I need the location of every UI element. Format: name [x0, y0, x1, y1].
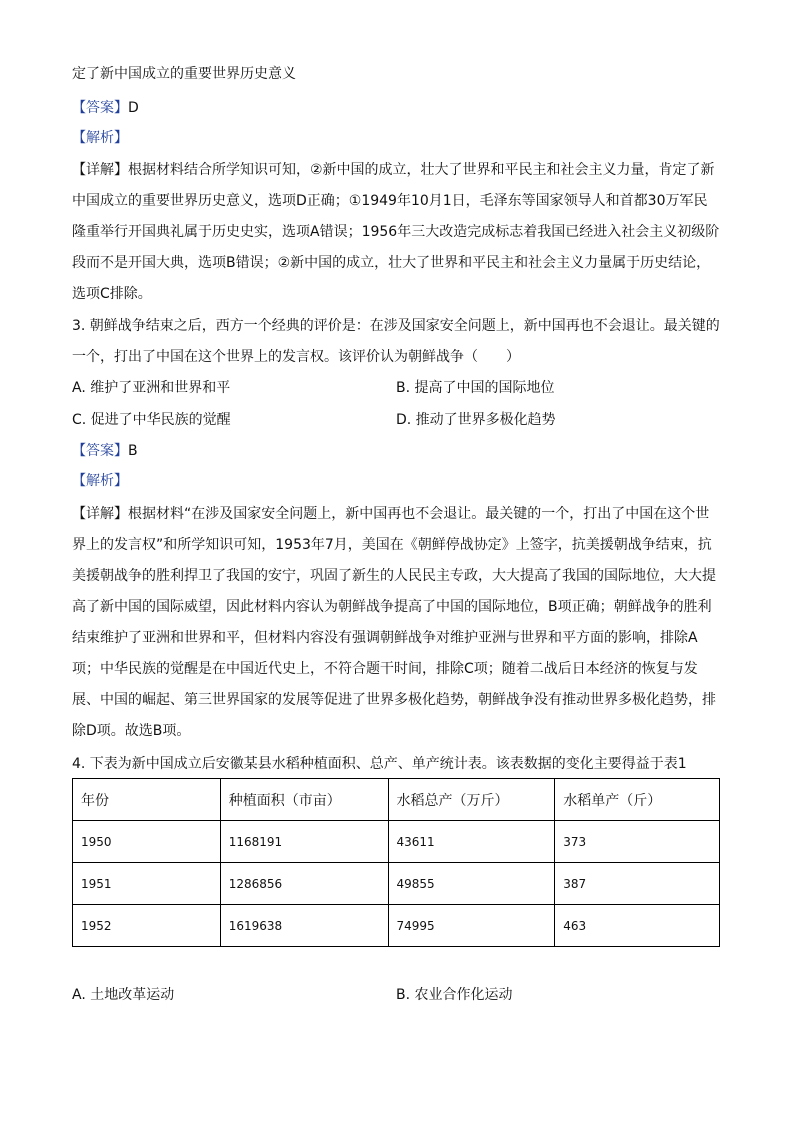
- q3-detail-line: 高了新中国的国际威望，因此材料内容认为朝鲜战争提高了中国的国际地位，B项正确；朝鲜战争的胜利: [72, 599, 712, 615]
- q3-detail-line: 项；中华民族的觉醒是在中国近代史上，不符合题干时间，排除C项；随着二战后日本经济的恢复与发: [72, 661, 698, 677]
- q3-analysis-tag: 【解析】: [72, 473, 128, 489]
- q3-option-b: B. 提高了中国的国际地位: [396, 380, 555, 396]
- q3-detail-line: 结束维护了亚洲和世界和平，但材料内容没有强调朝鲜战争对维护亚洲与世界和平方面的影响，排除A: [72, 630, 698, 646]
- q3-option-a: A. 维护了亚洲和世界和平: [72, 380, 231, 396]
- table-row: [73, 821, 720, 863]
- q3-detail-line: 除D项。故选B项。: [72, 723, 191, 739]
- q2-detail-line: 【详解】根据材料结合所学知识可知，②新中国的成立，壮大了世界和平民主和社会主义力量，肯定了新: [72, 162, 715, 178]
- table-cell: 1619638: [220, 905, 388, 947]
- table-row: [73, 863, 720, 905]
- q3-answer: [72, 441, 138, 461]
- q3-option-c: C. 促进了中华民族的觉醒: [72, 412, 231, 428]
- q2-detail-line: 段而不是开国大典，选项B错误；②新中国的成立，壮大了世界和平民主和社会主义力量属于历史结论，: [72, 255, 711, 271]
- q2-answer: [72, 98, 139, 118]
- table-cell: 1950: [73, 821, 221, 863]
- q3-option-d: D. 推动了世界多极化趋势: [396, 412, 556, 428]
- table-cell: 74995: [388, 905, 555, 947]
- header-cell: 年份: [73, 779, 221, 821]
- answer-tag: 【答案】: [72, 443, 128, 459]
- table-row: [73, 905, 720, 947]
- q3-stem-line: 一个，打出了中国在这个世界上的发言权。该评价认为朝鲜战争（ ）: [72, 349, 520, 365]
- q3-detail-line: 展、中国的崛起、第三世界国家的发展等促进了世界多极化趋势，朝鲜战争没有推动世界多极化趋势，排: [72, 692, 716, 708]
- table-cell: 43611: [388, 821, 555, 863]
- q3-stem-line: 3. 朝鲜战争结束之后，西方一个经典的评价是：在涉及国家安全问题上，新中国再也不会退让。最关键的: [72, 318, 720, 334]
- q2-detail-line: 选项C排除。: [72, 286, 152, 302]
- table-cell: 1286856: [220, 863, 388, 905]
- q2-analysis-tag: 【解析】: [72, 130, 128, 146]
- q3-detail-line: 界上的发言权”和所学知识可知，1953年7月，美国在《朝鲜停战协定》上签字，抗美援朝战争结束，抗: [72, 537, 712, 553]
- q4-option-a: A. 土地改革运动: [72, 987, 175, 1003]
- table-cell: 1952: [73, 905, 221, 947]
- data-table: [72, 778, 720, 947]
- table-cell: 49855: [388, 863, 555, 905]
- q2-detail-line: 中国成立的重要世界历史意义，选项D正确；①1949年10月1日，毛泽东等国家领导人和首都30万军民: [72, 193, 708, 209]
- q2-detail-line: 隆重举行开国典礼属于历史史实，选项A错误；1956年三大改造完成标志着我国已经进入社会主义初级阶: [72, 224, 720, 240]
- table-cell: 1168191: [220, 821, 388, 863]
- answer-tag: 【答案】: [72, 100, 128, 116]
- table-cell: 463: [555, 905, 720, 947]
- intro-line: 定了新中国成立的重要世界历史意义: [72, 66, 296, 82]
- table-cell: 387: [555, 863, 720, 905]
- answer-value: D: [128, 100, 139, 116]
- q3-detail-line: 美援朝战争的胜利捍卫了我国的安宁，巩固了新生的人民民主专政，大大提高了我国的国际地位，大大提: [72, 568, 716, 584]
- q3-detail-line: 【详解】根据材料“在涉及国家安全问题上，新中国再也不会退让。最关键的一个，打出了中国在这个世: [72, 506, 710, 522]
- table-cell: 373: [555, 821, 720, 863]
- q4-stem: 4. 下表为新中国成立后安徽某县水稻种植面积、总产、单产统计表。该表数据的变化主要得益于表1: [72, 756, 687, 772]
- table-cell: 1951: [73, 863, 221, 905]
- header-cell: 水稻单产（斤）: [555, 779, 720, 821]
- header-cell: 种植面积（市亩）: [220, 779, 388, 821]
- answer-value: B: [128, 443, 138, 459]
- q4-option-b: B. 农业合作化运动: [396, 987, 513, 1003]
- header-cell: 水稻总产（万斤）: [388, 779, 555, 821]
- table-header-row: [73, 779, 720, 821]
